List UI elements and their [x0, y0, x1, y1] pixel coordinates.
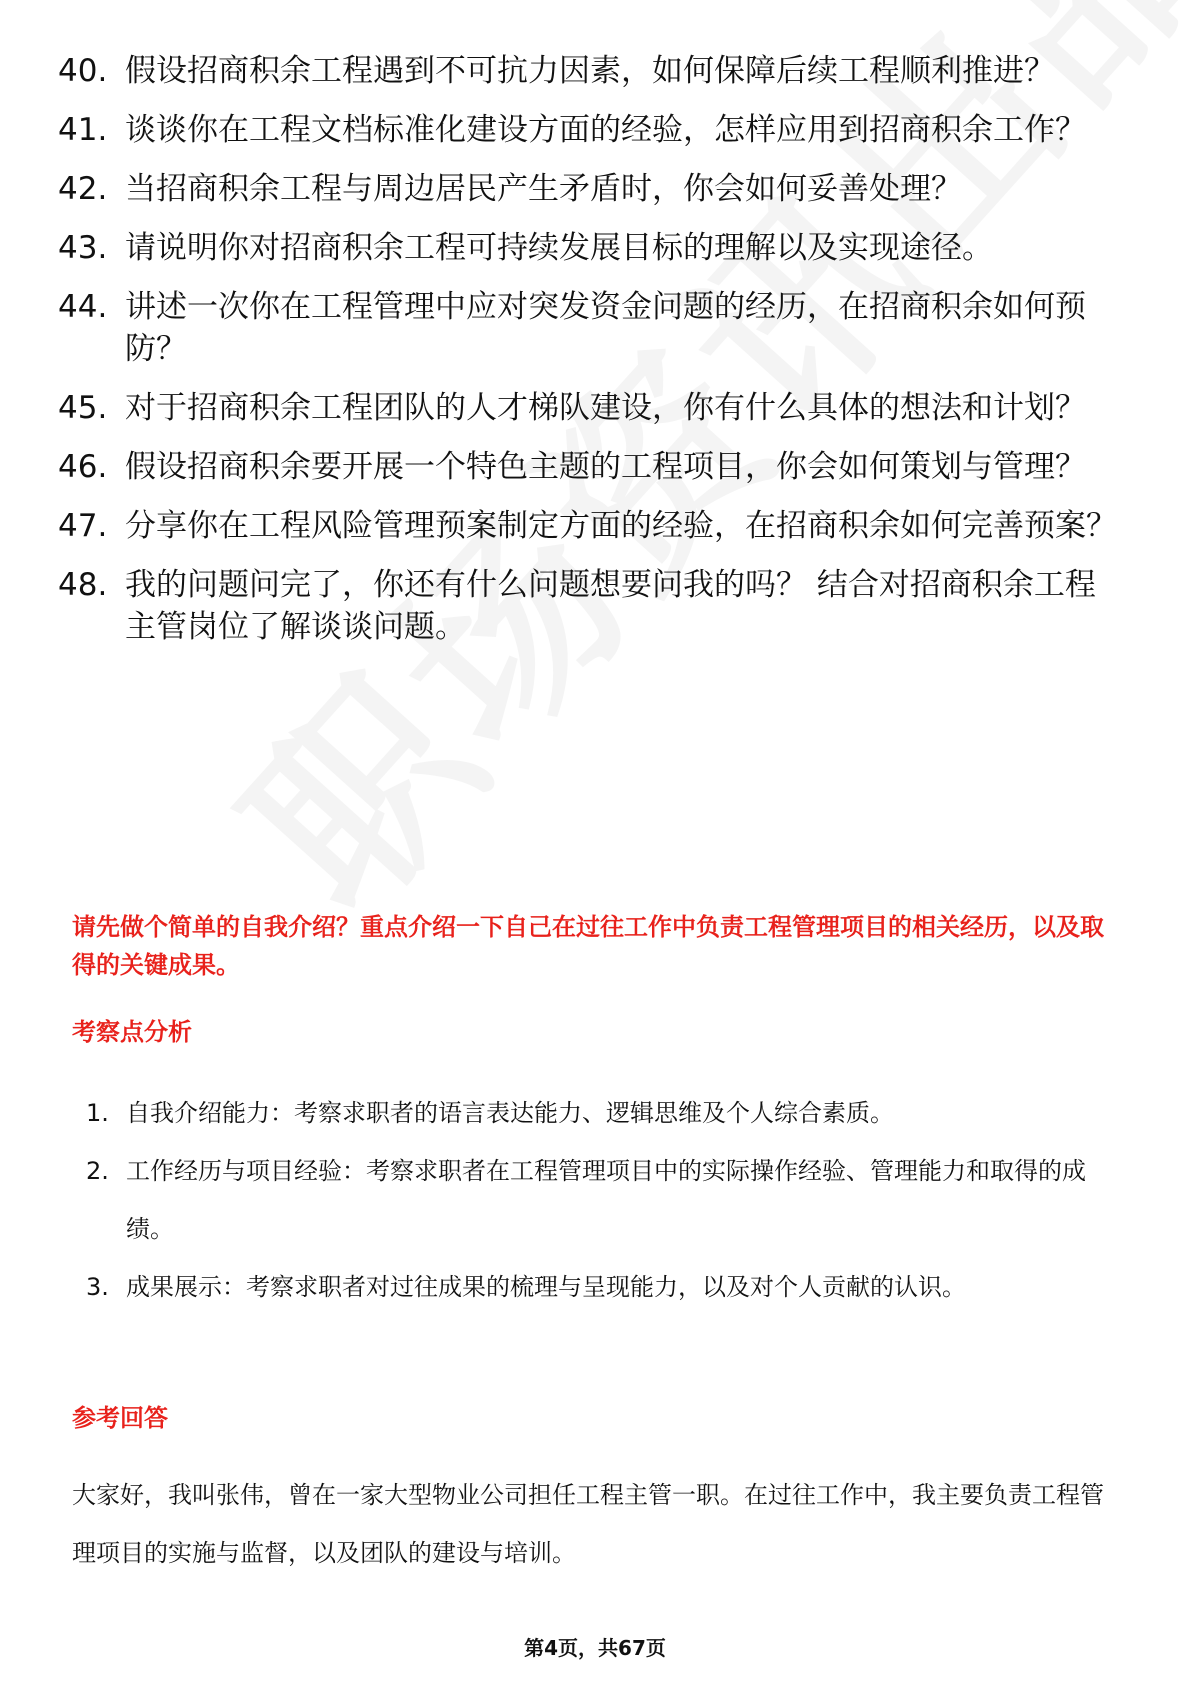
question-number: 42.	[58, 171, 108, 207]
analysis-item	[86, 1142, 1126, 1258]
question-item	[58, 168, 1118, 210]
analysis-list	[86, 1084, 1126, 1316]
question-number: 48.	[58, 567, 108, 603]
answer-section-title: 参考回答	[72, 1404, 168, 1432]
question-number: 45.	[58, 390, 108, 426]
question-number: 43.	[58, 230, 108, 266]
question-text: 当招商积余工程与周边居民产生矛盾时，你会如何妥善处理？	[125, 171, 962, 207]
analysis-item-number: 2.	[86, 1157, 109, 1185]
analysis-item-text: 自我介绍能力：考察求职者的语言表达能力、逻辑思维及个人综合素质。	[126, 1099, 894, 1127]
featured-question-heading: 请先做个简单的自我介绍？重点介绍一下自己在过往工作中负责工程管理项目的相关经历，以及取得的关键成果。	[72, 913, 1104, 979]
question-text: 谈谈你在工程文档标准化建设方面的经验，怎样应用到招商积余工作？	[125, 112, 1086, 148]
question-number: 44.	[58, 289, 108, 325]
analysis-item-text: 工作经历与项目经验：考察求职者在工程管理项目中的实际操作经验、管理能力和取得的成绩。	[126, 1157, 1086, 1243]
question-item	[58, 564, 1118, 648]
question-number: 46.	[58, 449, 108, 485]
answer-paragraph: 大家好，我叫张伟，曾在一家大型物业公司担任工程主管一职。在过往工作中，我主要负责工程管理项目的实施与监督，以及团队的建设与培训。	[72, 1481, 1104, 1567]
analysis-item-number: 1.	[86, 1099, 109, 1127]
question-item	[58, 109, 1118, 151]
question-text: 对于招商积余工程团队的人才梯队建设，你有什么具体的想法和计划？	[125, 390, 1086, 426]
question-item	[58, 505, 1118, 547]
analysis-item-text: 成果展示：考察求职者对过往成果的梳理与呈现能力，以及对个人贡献的认识。	[126, 1273, 966, 1301]
page-footer: 第4页，共67页	[524, 1636, 666, 1660]
analysis-section-title: 考察点分析	[72, 1018, 192, 1046]
question-number: 47.	[58, 508, 108, 544]
analysis-item	[86, 1258, 1126, 1316]
question-text: 我的问题问完了，你还有什么问题想要问我的吗？ 结合对招商积余工程主管岗位了解谈谈问题。	[125, 567, 1096, 645]
analysis-item	[86, 1084, 1126, 1142]
question-number: 40.	[58, 53, 108, 89]
question-text: 假设招商积余工程遇到不可抗力因素，如何保障后续工程顺利推进？	[125, 53, 1055, 89]
question-number: 41.	[58, 112, 108, 148]
question-text: 讲述一次你在工程管理中应对突发资金问题的经历，在招商积余如何预防？	[125, 289, 1086, 367]
question-item	[58, 50, 1118, 92]
question-list	[58, 50, 1118, 665]
question-text: 分享你在工程风险管理预案制定方面的经验，在招商积余如何完善预案？	[125, 508, 1117, 544]
question-item	[58, 227, 1118, 269]
question-text: 假设招商积余要开展一个特色主题的工程项目，你会如何策划与管理？	[125, 449, 1086, 485]
question-item	[58, 286, 1118, 370]
question-text: 请说明你对招商积余工程可持续发展目标的理解以及实现途径。	[125, 230, 993, 266]
question-item	[58, 446, 1118, 488]
question-item	[58, 387, 1118, 429]
analysis-item-number: 3.	[86, 1273, 109, 1301]
